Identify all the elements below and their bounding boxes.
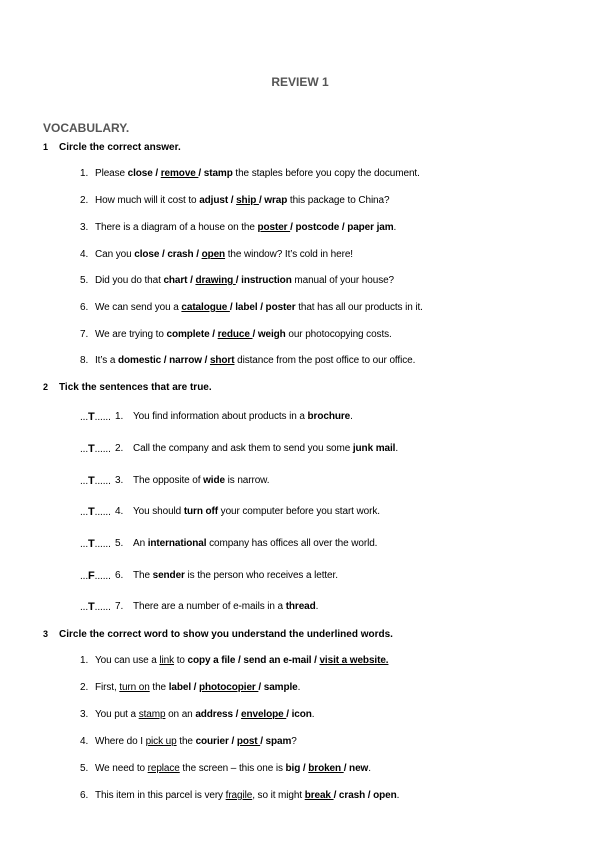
answer-option: / spam — [260, 736, 292, 747]
question — [95, 195, 389, 206]
item-text: this package to China? — [287, 195, 390, 206]
answer-option: / label / poster — [229, 302, 296, 313]
item-number: 7. — [115, 601, 124, 612]
item-text: that has all our products in it. — [295, 302, 423, 313]
answer-mark — [80, 570, 111, 582]
correct-answer: catalogue — [181, 302, 230, 313]
answer-option: brochure — [307, 411, 351, 422]
correct-answer: photocopier — [199, 682, 259, 693]
item-text: is the person who receives a letter. — [184, 570, 338, 581]
statement — [133, 443, 398, 454]
underlined-word: stamp — [138, 709, 166, 720]
item-text: You can use a — [95, 655, 160, 666]
item-text: . — [311, 709, 315, 720]
dots: ... — [80, 476, 89, 487]
answer-option: / weigh — [252, 329, 286, 340]
section-title: Tick the sentences that are true. — [59, 382, 212, 393]
item-text: company has offices all over the world. — [206, 538, 378, 549]
question — [95, 329, 392, 340]
item-text: distance from the post office to our office. — [234, 355, 416, 366]
item-number: 8. — [80, 355, 89, 366]
answer-option: close / — [127, 168, 161, 179]
item-text: First, — [95, 682, 120, 693]
item-text: An — [133, 538, 148, 549]
item-text: . — [350, 411, 353, 422]
item-number: 6. — [115, 570, 124, 581]
item-text: Where do I — [95, 736, 146, 747]
question — [95, 709, 314, 720]
answer-option: courier / — [195, 736, 237, 747]
item-text: This item in this parcel is very — [95, 790, 226, 801]
item-number: 5. — [115, 538, 124, 549]
item-number: 3. — [115, 475, 124, 486]
answer-option: chart / — [163, 275, 196, 286]
answer-option: domestic / narrow / — [118, 355, 210, 366]
item-number: 1. — [80, 168, 89, 179]
dots: ...... — [94, 412, 111, 423]
dots: ... — [80, 444, 89, 455]
true-false-mark: T — [88, 601, 95, 613]
section-number: 3 — [43, 629, 49, 639]
item-text: the window? It’s cold in here! — [225, 249, 353, 260]
dots: ... — [80, 602, 89, 613]
item-text: There is a diagram of a house on the — [95, 222, 258, 233]
question — [95, 302, 423, 313]
question — [95, 655, 388, 666]
item-text: . — [315, 601, 319, 612]
item-number: 3. — [80, 222, 89, 233]
item-number: 1. — [80, 655, 89, 666]
true-false-mark: F — [88, 570, 95, 582]
answer-option: sender — [152, 570, 185, 581]
item-text: How much will it cost to — [95, 195, 200, 206]
section-title: Circle the correct word to show you understand the underlined words. — [59, 629, 393, 640]
answer-option: close / crash / — [134, 249, 202, 260]
item-text: Please — [95, 168, 128, 179]
section-number: 2 — [43, 382, 49, 392]
item-text: to — [174, 655, 188, 666]
answer-option: / icon — [286, 709, 312, 720]
section-title: Circle the correct answer. — [59, 142, 181, 153]
item-text: We need to — [95, 763, 148, 774]
item-number: 2. — [80, 682, 89, 693]
answer-mark — [80, 506, 111, 518]
page-title: REVIEW 1 — [271, 75, 329, 89]
item-text: the screen – this one is — [179, 763, 286, 774]
answer-option: / stamp — [198, 168, 233, 179]
answer-option: copy a file / send an e-mail / — [187, 655, 320, 666]
item-text: Can you — [95, 249, 135, 260]
item-number: 6. — [80, 302, 89, 313]
section-2-instruction — [43, 382, 212, 393]
true-false-mark: T — [88, 475, 95, 487]
item-number: 5. — [80, 275, 89, 286]
correct-answer: short — [209, 355, 235, 366]
answer-option: complete / — [166, 329, 218, 340]
correct-answer: remove — [160, 168, 199, 179]
item-text: It’s a — [95, 355, 119, 366]
true-false-mark: T — [88, 506, 95, 518]
question — [95, 249, 353, 260]
answer-option: / new — [343, 763, 369, 774]
dots: ...... — [94, 476, 111, 487]
dots: ... — [80, 507, 89, 518]
underlined-word: turn on — [119, 682, 150, 693]
question — [95, 790, 399, 801]
item-text: on an — [165, 709, 196, 720]
underlined-word: replace — [147, 763, 180, 774]
dots: ... — [80, 412, 89, 423]
correct-answer: open — [201, 249, 226, 260]
answer-option: big / — [285, 763, 309, 774]
answer-mark — [80, 601, 111, 613]
question — [95, 763, 371, 774]
correct-answer: post — [236, 736, 261, 747]
correct-answer: ship — [236, 195, 259, 206]
question — [95, 222, 396, 233]
dots: ...... — [94, 602, 111, 613]
answer-option: label / — [168, 682, 200, 693]
question — [95, 275, 394, 286]
answer-option: international — [147, 538, 207, 549]
item-text: the — [149, 682, 169, 693]
item-number: 1. — [115, 411, 124, 422]
underlined-word: pick up — [145, 736, 177, 747]
section-number: 1 — [43, 142, 49, 152]
section-1-instruction — [43, 142, 181, 153]
question — [95, 682, 300, 693]
item-number: 3. — [80, 709, 89, 720]
dots: ... — [80, 571, 89, 582]
item-text: the staples before you copy the document. — [232, 168, 420, 179]
correct-answer: break — [304, 790, 334, 801]
item-number: 6. — [80, 790, 89, 801]
true-false-mark: T — [88, 538, 95, 550]
item-text: ? — [291, 736, 297, 747]
statement — [133, 411, 353, 422]
item-number: 2. — [80, 195, 89, 206]
item-number: 4. — [80, 736, 89, 747]
answer-mark — [80, 443, 111, 455]
item-text: You put a — [95, 709, 139, 720]
item-text: The opposite of — [133, 475, 204, 486]
section-heading-vocabulary: VOCABULARY. — [43, 121, 130, 135]
answer-mark — [80, 411, 111, 423]
item-text: . — [396, 790, 400, 801]
answer-option: / instruction — [235, 275, 292, 286]
answer-option: junk mail — [352, 443, 396, 454]
correct-answer: poster — [257, 222, 291, 233]
answer-option: address / — [195, 709, 242, 720]
item-text: There are a number of e-mails in a — [133, 601, 286, 612]
answer-option: wide — [203, 475, 225, 486]
correct-answer: visit a website. — [319, 655, 389, 666]
item-number: 5. — [80, 763, 89, 774]
answer-option: / crash / open — [333, 790, 397, 801]
item-text: . — [297, 682, 301, 693]
item-text: your computer before you start work. — [218, 506, 380, 517]
item-text: . — [368, 763, 371, 774]
item-number: 4. — [80, 249, 89, 260]
item-number: 7. — [80, 329, 89, 340]
item-text: our photocopying costs. — [285, 329, 392, 340]
item-text: We are trying to — [95, 329, 167, 340]
underlined-word: fragile — [225, 790, 253, 801]
item-number: 4. — [115, 506, 124, 517]
answer-option: / wrap — [258, 195, 288, 206]
dots: ...... — [94, 571, 111, 582]
answer-option: turn off — [183, 506, 218, 517]
item-number: 2. — [115, 443, 124, 454]
true-false-mark: T — [88, 411, 95, 423]
true-false-mark: T — [88, 443, 95, 455]
item-text: manual of your house? — [291, 275, 395, 286]
item-text: We can send you a — [95, 302, 182, 313]
item-text: is narrow. — [224, 475, 270, 486]
item-text: . — [395, 443, 399, 454]
item-text: , so it might — [252, 790, 305, 801]
dots: ... — [80, 539, 89, 550]
dots: ...... — [94, 539, 111, 550]
statement — [133, 475, 269, 486]
answer-option: adjust / — [199, 195, 237, 206]
statement — [133, 506, 380, 517]
dots: ...... — [94, 507, 111, 518]
item-text: You should — [133, 506, 184, 517]
question — [95, 168, 420, 179]
item-text: . — [393, 222, 397, 233]
question — [95, 736, 297, 747]
statement — [133, 570, 338, 581]
correct-answer: envelope — [241, 709, 287, 720]
question — [95, 355, 415, 366]
correct-answer: broken — [308, 763, 344, 774]
statement — [133, 601, 318, 612]
section-3-instruction — [43, 629, 393, 640]
correct-answer: reduce — [217, 329, 253, 340]
answer-option: / postcode / paper jam — [290, 222, 394, 233]
answer-option: thread — [285, 601, 316, 612]
answer-mark — [80, 475, 111, 487]
item-text: The — [133, 570, 153, 581]
answer-mark — [80, 538, 111, 550]
item-text: Call the company and ask them to send you some — [133, 443, 353, 454]
item-text: the — [176, 736, 196, 747]
dots: ...... — [94, 444, 111, 455]
item-text: You find information about products in a — [133, 411, 308, 422]
answer-option: / sample — [258, 682, 298, 693]
item-text: Did you do that — [95, 275, 164, 286]
correct-answer: drawing — [195, 275, 236, 286]
statement — [133, 538, 377, 549]
underlined-word: link — [159, 655, 175, 666]
